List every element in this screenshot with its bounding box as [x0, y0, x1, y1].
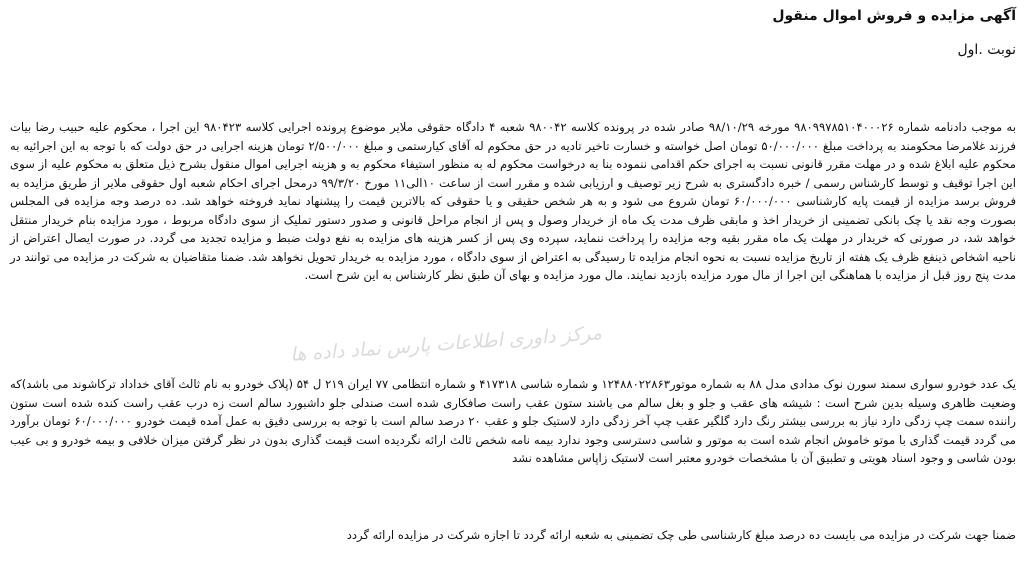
- page-title: آگهی مزایده و فروش اموال منقول: [772, 8, 1016, 24]
- notice-turn-label: نوبت .اول: [957, 42, 1016, 58]
- paragraph-verdict-details: به موجب دادنامه شماره ۹۸۰۹۹۷۸۵۱۰۴۰۰۰۲۶ مورخه ۹۸/۱۰/۲۹ صادر شده در پرونده کلاسه ۹۸۰۰۴۲ شعبه ۴ دادگاه حقوقی ملایر موضوع پرونده اجرایی کلاسه ۹۸۰۴۲۳ این اجرا ، محکوم علیه حبیب رضا بیات فرزند غلامرضا محکومند به پرداخت مبلغ ۵۰/۰۰۰/۰۰۰ تومان اصل خواسته و خسارت تاخیر تادیه در حق محکوم له آقای کیارستمی و مبلغ ۲/۵۰۰/۰۰۰ تومان هزینه اجرایی در حق دولت که با توجه به این اجرائیه به محکوم علیه ابلاغ شده و در مهلت مقرر قانونی نسبت به اجرای حکم اقدامی ننموده بنا به درخواست محکوم له به منظور استیفاء محکوم به و هزینه اجرایی اموال منقول بشرح ذیل متعلق به محکوم علیه از سوی این اجرا توقیف و توسط کارشناس رسمی / خبره دادگستری به شرح زیر توصیف و ارزیابی شده و مقرر است از ساعت ۱۰الی۱۱ مورخ ۹۹/۳/۲۰ درمحل اجرای احکام شعبه اول حقوقی ملایر از طریق مزایده به فروش برسد مزایده از قیمت پایه کارشناسی ۶۰/۰۰۰/۰۰۰ تومان شروع می شود و به هر شخص حقیقی و یا حقوقی که بالاترین قیمت را پیشنهاد نماید فروخته خواهد شد. ده درصد وجه مزایده فی المجلس بصورت وجه نقد یا چک بانکی تضمینی از خریدار اخذ و مابقی ظرف مدت یک ماه از خریدار وصول و پس از انجام مراحل قانونی و صدور دستور تملیک از سوی دادگاه مربوط ، مورد مزایده بنام خریدار منتقل خواهد شد، در صورتی که خریدار در مهلت یک ماه مقرر بقیه وجه مزایده را پرداخت ننماید، سپرده وی پس از کسر هزینه های مزایده به نفع دولت ضبط و مزایده تجدید می گردد. در صورت ایصال اعتراض از ناحیه اشخاص ذینفع ظرف یک هفته از تاریخ مزایده نسبت به نحوه انجام مزایده تا رسیدگی به اعتراض از سوی دادگاه ، مورد مزایده به خریدار تحویل نخواهد شد. ضمنا متقاضیان به شرکت در مزایده می توانند در مدت پنج روز قبل از مزایده با هماهنگی این اجرا از مال مورد مزایده بازدید نمایند. مال مورد مزایده و بهای آن طبق نظر کارشناس به این شرح است.: [10, 120, 1016, 282]
- watermark: مرکز داوری اطلاعات پارس نماد داده ها: [289, 322, 603, 366]
- paragraph-vehicle-description: یک عدد خودرو سواری سمند سورن نوک مدادی مدل ۸۸ به شماره موتور۱۲۴۸۸۰۲۲۸۶۳ و شماره شاسی ۴۱۷۳۱۸ و شماره انتظامی ۷۷ ایران ۲۱۹ ل ۵۴ (پلاک خودرو به نام ثالث آقای خداداد ترکاشوند می باشد)که وضعیت ظاهری وسیله بدین شرح است : شیشه های عقب و جلو و بغل سالم می باشند ستون عقب راست صافکاری شده است صندلی جلو داشبورد سالم است زه درب عقب راست کنده شده است ستون راننده سمت چپ زدگی دارد نیاز به بررسی بیشتر رنگ دارد گلگیر عقب چپ آخر زدگی دارد لاستیک جلو و عقب ۲۰ درصد سالم است با توجه به بررسی دقیق به عمل آمده قیمت خودرو ۶۰/۰۰۰/۰۰۰ تومان برآورد می گردد قیمت گذاری با موتو خاموش انجام شده است به موتور و شاسی دسترسی وجود ندارد بیمه نامه شخص ثالث ارائه نگردیده است قیمت گذاری بدون در نظر گرفتن میزان خلافی و بیمه خودرو و بی عیب بودن شاسی و وجود اسناد هویتی و تطبیق آن با مشخصات خودرو معتبر است لاستیک زاپاس مشاهده نشد: [10, 377, 1017, 465]
- paragraph-participation-condition: ضمنا جهت شرکت در مزایده می بایست ده درصد مبلغ کارشناسی طی چک تضمینی به شعبه ارائه گردد تا اجازه شرکت در مزایده ارائه گردد: [346, 528, 1016, 542]
